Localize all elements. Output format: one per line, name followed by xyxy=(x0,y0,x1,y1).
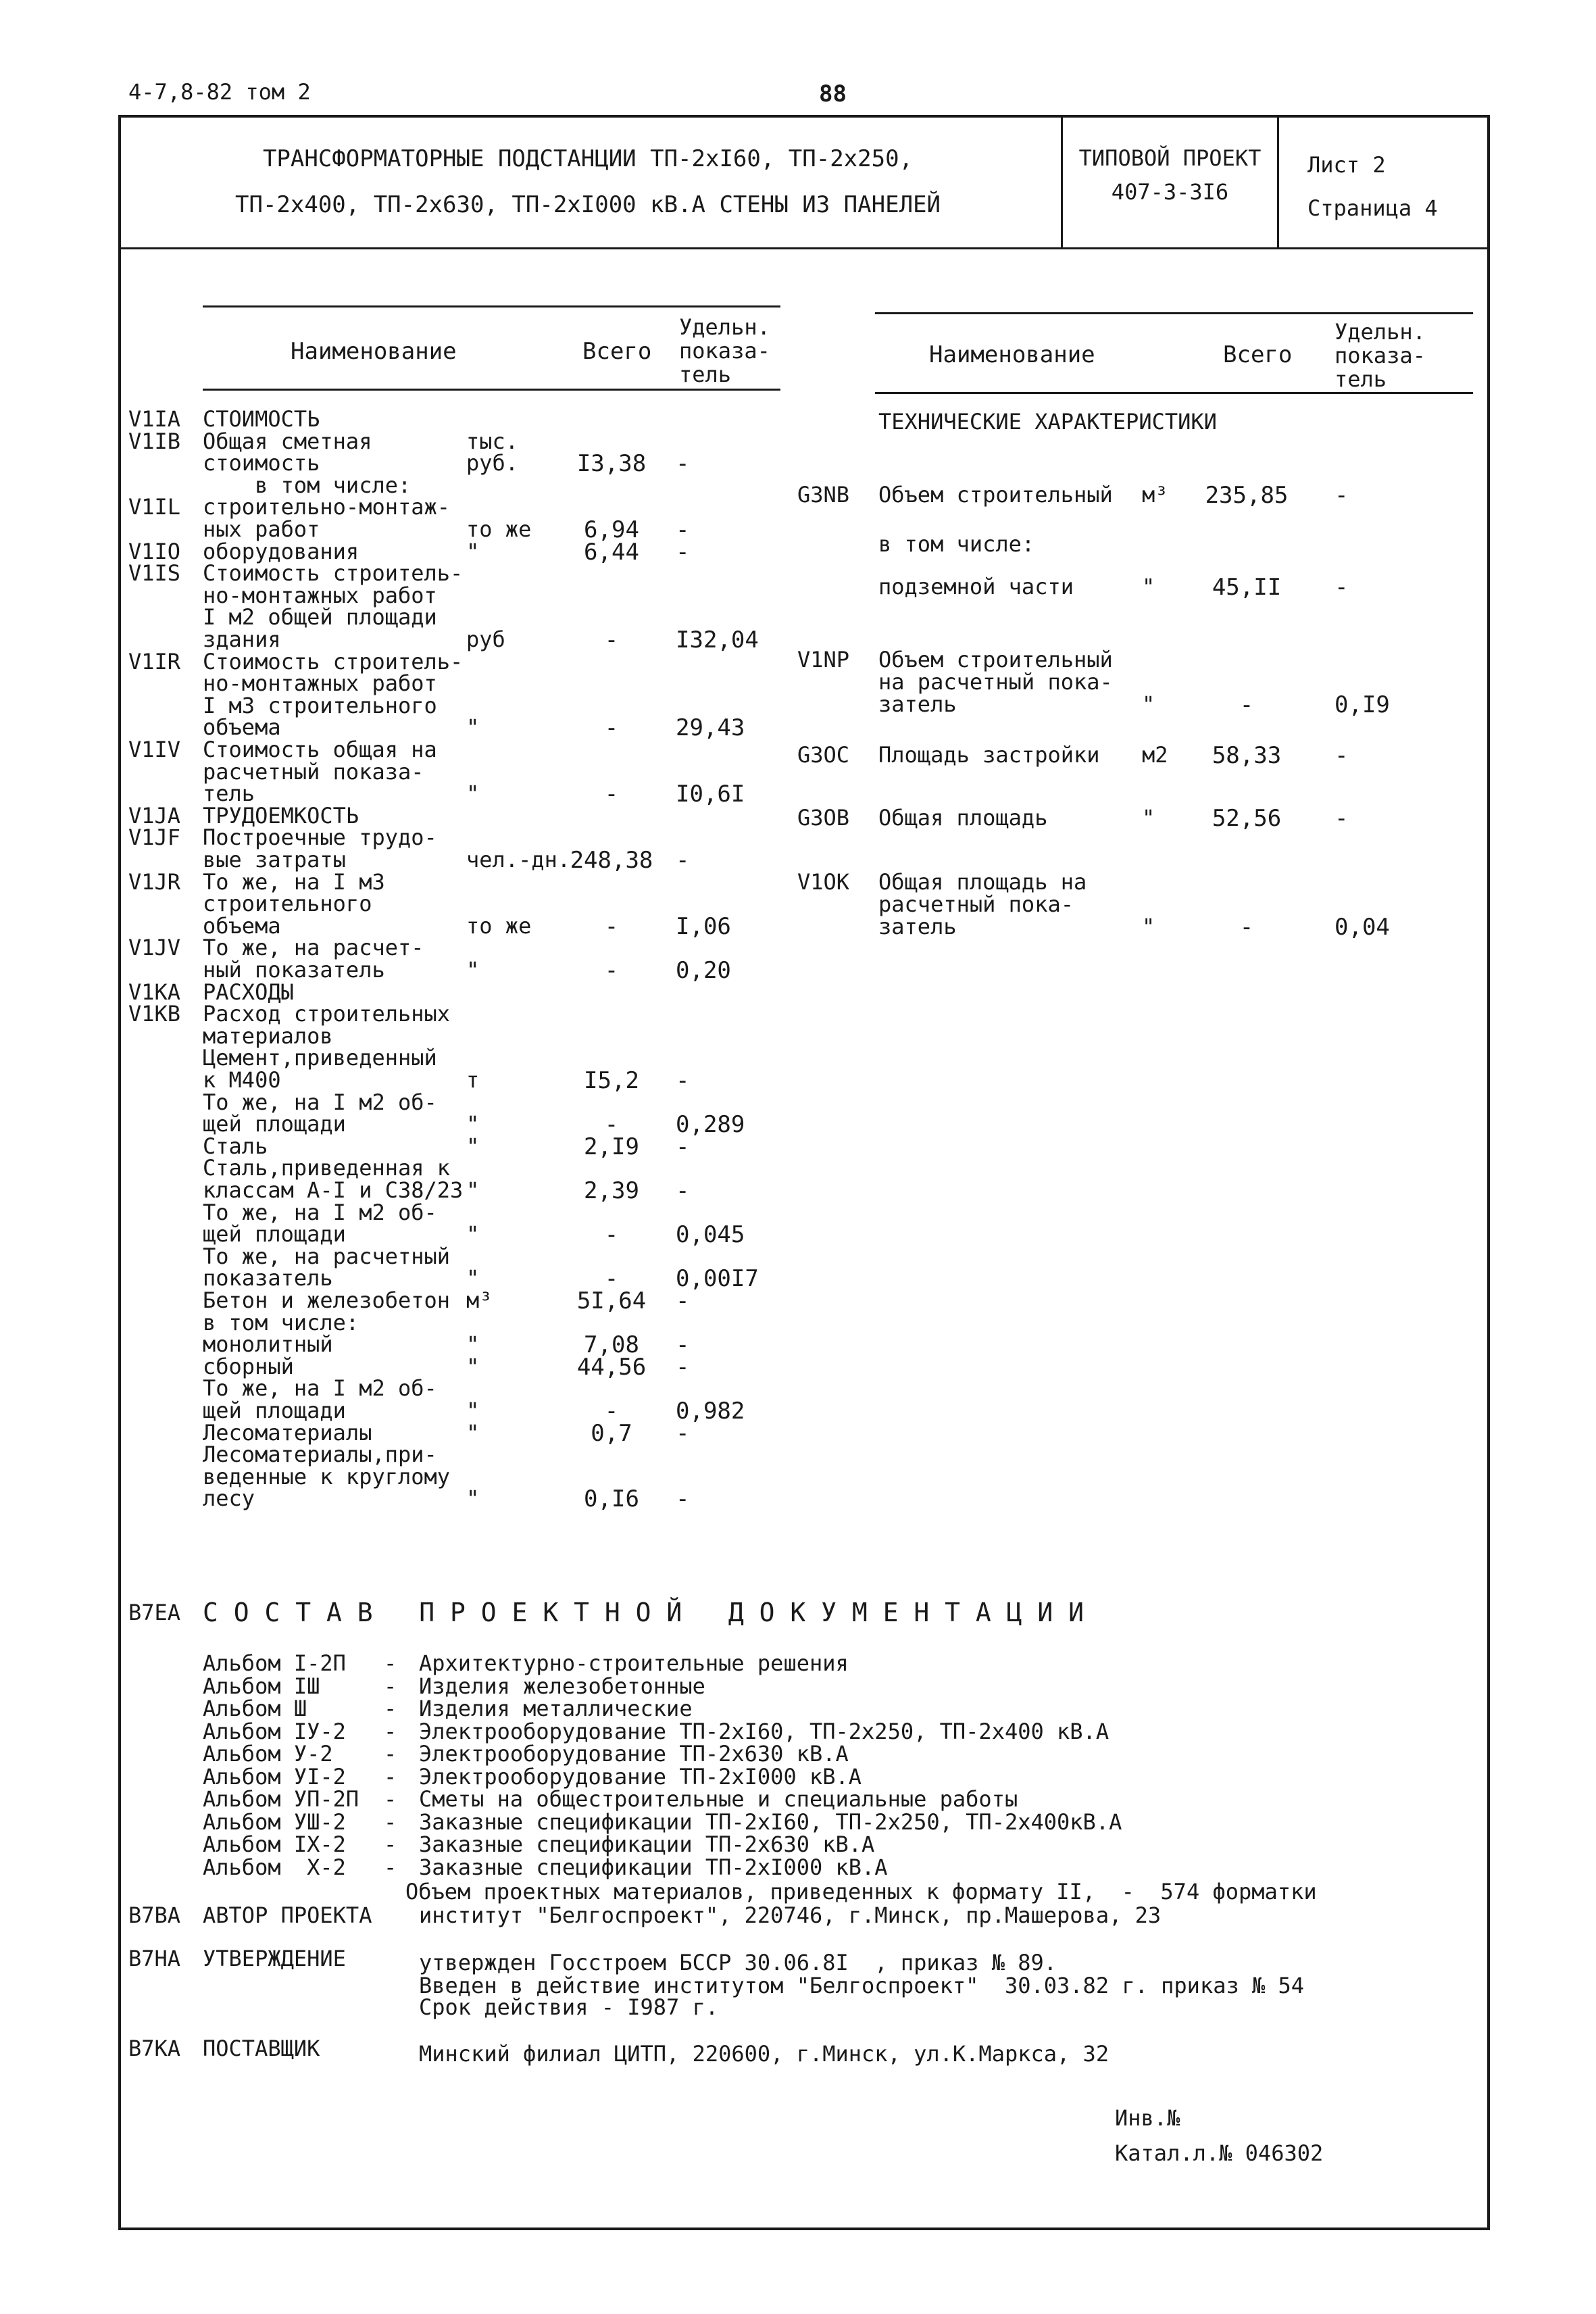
row-spec: 29,43 xyxy=(676,714,745,742)
row-name-line: То же, на I м2 об- xyxy=(203,1375,437,1402)
row-name-line: Стоимость строитель- xyxy=(203,560,464,587)
row-spec: 0,I9 xyxy=(1335,691,1390,718)
row-name-line: на расчетный пока- xyxy=(878,669,1113,695)
row-name-line: Площадь застройки xyxy=(878,742,1100,768)
row-spec: - xyxy=(1335,742,1349,769)
row-name-line: Стоимость строитель- xyxy=(203,648,464,674)
left-header-total: Всего xyxy=(582,338,652,365)
row-code: V1IL xyxy=(128,494,181,520)
row-unit: " xyxy=(466,1419,480,1446)
left-table-top-rule xyxy=(203,305,780,307)
left-header-spec1: Удельн. xyxy=(679,314,770,340)
row-code: V1KA xyxy=(128,979,181,1005)
row-name-line: Объем строительный xyxy=(878,647,1113,672)
row-name-line: расчетный пока- xyxy=(878,891,1074,917)
row-name-line: Расход строительных xyxy=(203,1001,451,1027)
row-spec: 0,045 xyxy=(676,1221,745,1249)
row-name-line: Сталь,приведенная к xyxy=(203,1155,451,1181)
row-unit: " xyxy=(466,1485,480,1512)
supplier-code: B7KA xyxy=(128,2036,181,2061)
row-total: 44,56 xyxy=(576,1353,647,1381)
right-header-total: Всего xyxy=(1223,341,1293,368)
album-dash: - xyxy=(384,1696,397,1721)
approval-label: УТВЕРЖДЕНИЕ xyxy=(203,1946,346,1971)
row-unit: м2 xyxy=(1142,742,1168,768)
right-table-header-rule xyxy=(875,392,1473,394)
row-name-line: объема xyxy=(203,714,281,741)
row-total: 2,I9 xyxy=(584,1133,639,1160)
stamp-bottom-line xyxy=(118,247,1490,249)
left-header-spec2: показа- xyxy=(679,338,770,364)
row-name-line: То же, на I м3 xyxy=(203,868,385,895)
row-name-line: ный показатель xyxy=(203,957,385,983)
row-name-line: Цемент,приведенный xyxy=(203,1045,437,1071)
row-name-line: классам А-I и С38/23 xyxy=(203,1177,464,1203)
row-name-line: стоимость xyxy=(203,450,320,476)
row-total: 45,II xyxy=(1212,574,1282,601)
album-dash: - xyxy=(384,1786,397,1812)
album-description: Заказные спецификации ТП-2хI000 кВ.А xyxy=(419,1854,888,1880)
album-dash: - xyxy=(384,1718,397,1744)
right-header-name: Наименование xyxy=(929,341,1095,368)
album-name: Альбом I-2П xyxy=(203,1650,346,1676)
row-name-line: затель xyxy=(878,914,957,939)
row-name-line: в том числе: xyxy=(878,531,1035,557)
album-name: Альбом УП-2П xyxy=(203,1786,359,1812)
row-unit: " xyxy=(466,1331,480,1358)
row-name-line: затель xyxy=(878,691,957,717)
row-unit: м³ xyxy=(466,1287,493,1313)
doc-section-code: B7EA xyxy=(128,1600,181,1625)
row-unit: т xyxy=(466,1067,480,1093)
row-total: - xyxy=(604,957,619,984)
row-unit: " xyxy=(466,1265,480,1291)
row-name-line: показатель xyxy=(203,1265,333,1291)
doc-section-heading: С О С Т А В П Р О Е К Т Н О Й Д О К У М Е Н Т А Ц И И xyxy=(203,1598,1084,1627)
approval-code: B7HA xyxy=(128,1946,181,1971)
album-description: Заказные спецификации ТП-2х630 кВ.А xyxy=(419,1831,875,1857)
row-unit: то же xyxy=(466,912,532,939)
row-name-line: То же, на расчетный xyxy=(203,1243,451,1269)
stamp-title-line2: ТП-2х400, ТП-2х630, ТП-2хI000 кВ.А СТЕНЫ ИЗ ПАНЕЛЕЙ xyxy=(235,191,941,218)
row-name-line: Общая площадь на xyxy=(878,869,1087,895)
row-spec: - xyxy=(676,1353,690,1381)
stamp-title-line1: ТРАНСФОРМАТОРНЫЕ ПОДСТАНЦИИ ТП-2хI60, ТП-2х250, xyxy=(262,145,914,172)
row-spec: 0,982 xyxy=(676,1398,745,1425)
stamp-divider-2 xyxy=(1277,115,1279,249)
row-name-line: Стоимость общая на xyxy=(203,737,437,762)
approval-line1: утвержден Госстроем БССР 30.06.8I , приказ № 89. xyxy=(419,1950,1057,1975)
row-name-line: в том числе: xyxy=(203,472,412,498)
left-header-name: Наименование xyxy=(291,338,457,365)
album-name: Альбом IХ-2 xyxy=(203,1831,346,1857)
row-name-line: оборудования xyxy=(203,538,359,564)
row-unit: " xyxy=(466,781,480,807)
row-unit: " xyxy=(466,1398,480,1423)
album-name: Альбом У-2 xyxy=(203,1741,333,1767)
album-name: Альбом Х-2 xyxy=(203,1854,346,1880)
row-code: V1IR xyxy=(128,648,181,674)
album-description: Изделия железобетонные xyxy=(419,1673,705,1699)
row-name-line: Построечные трудо- xyxy=(203,824,437,851)
row-code: G3OB xyxy=(797,805,850,831)
row-code: V1JF xyxy=(128,824,181,851)
row-total: - xyxy=(604,1111,619,1139)
row-spec: - xyxy=(676,1067,690,1094)
row-unit: " xyxy=(1142,691,1155,717)
row-total: 5I,64 xyxy=(576,1287,647,1314)
right-table-top-rule xyxy=(875,312,1473,314)
album-dash: - xyxy=(384,1650,397,1676)
row-total: 6,94 xyxy=(584,516,639,543)
row-total: - xyxy=(604,1265,619,1293)
row-name-line: I м2 общей площади xyxy=(203,604,437,631)
row-name-line: щей площади xyxy=(203,1111,346,1137)
row-spec: - xyxy=(676,516,690,543)
row-spec: - xyxy=(676,1133,690,1160)
right-header-spec2: показа- xyxy=(1335,343,1426,368)
row-spec: I,06 xyxy=(676,912,731,940)
row-name-line: вые затраты xyxy=(203,847,346,872)
row-code: G3NB xyxy=(797,482,850,508)
page-number: 88 xyxy=(819,80,847,107)
row-spec: I32,04 xyxy=(676,626,759,654)
album-description: Электрооборудование ТП-2хI000 кВ.А xyxy=(419,1763,862,1790)
row-code: V1KB xyxy=(128,1001,181,1027)
stamp-project-label: ТИПОВОЙ ПРОЕКТ xyxy=(1078,145,1262,171)
album-description: Сметы на общестроительные и специальные работы xyxy=(419,1786,1018,1812)
row-name-line: Лесоматериалы xyxy=(203,1419,372,1446)
row-code: G3OC xyxy=(797,742,850,768)
album-dash: - xyxy=(384,1741,397,1767)
supplier-label: ПОСТАВЩИК xyxy=(203,2036,320,2061)
row-total: 235,85 xyxy=(1205,482,1289,509)
album-description: Изделия металлические xyxy=(419,1696,693,1721)
row-spec: - xyxy=(676,1177,690,1204)
row-total: - xyxy=(604,626,619,654)
row-name-line: лесу xyxy=(203,1485,255,1512)
left-header-spec3: тель xyxy=(679,362,732,387)
row-unit: " xyxy=(466,538,480,564)
supplier-value: Минский филиал ЦИТП, 220600, г.Минск, ул.К.Маркса, 32 xyxy=(419,2041,1109,2067)
row-unit: " xyxy=(1142,805,1155,831)
row-unit: " xyxy=(466,1177,480,1203)
row-unit: " xyxy=(466,1111,480,1137)
left-table-header-rule xyxy=(203,389,780,391)
row-name-line: Объем строительный xyxy=(878,482,1113,508)
row-unit: " xyxy=(466,714,480,741)
approval-line3: Срок действия - I987 г. xyxy=(419,1994,719,2020)
row-spec: 0,04 xyxy=(1335,914,1390,941)
album-description: Архитектурно-строительные решения xyxy=(419,1650,849,1676)
row-total: 0,I6 xyxy=(584,1485,639,1513)
stamp-sheet: Лист 2 xyxy=(1307,152,1386,178)
album-description: Электрооборудование ТП-2хI60, ТП-2х250, ТП-2х400 кВ.А xyxy=(419,1718,1109,1744)
row-name-line: веденные к круглому xyxy=(203,1463,451,1490)
row-total: - xyxy=(604,1398,619,1425)
row-unit: руб. xyxy=(466,450,519,476)
row-name-line: I м3 строительного xyxy=(203,692,437,718)
stamp-project-number: 407-3-3I6 xyxy=(1111,179,1229,205)
album-description: Электрооборудование ТП-2х630 кВ.А xyxy=(419,1741,849,1767)
row-name-line: монолитный xyxy=(203,1331,333,1358)
row-code: V1IV xyxy=(128,737,181,762)
doc-reference: 4-7,8-82 том 2 xyxy=(128,79,311,105)
row-total: - xyxy=(604,912,619,940)
stamp-page-label: Страница 4 xyxy=(1307,195,1438,221)
row-code: V1NP xyxy=(797,647,850,672)
row-unit: м³ xyxy=(1142,482,1168,508)
row-total: 248,38 xyxy=(570,847,653,874)
album-dash: - xyxy=(384,1808,397,1835)
row-name-line: Общая площадь xyxy=(878,805,1048,831)
album-name: Альбом IШ xyxy=(203,1673,320,1699)
album-dash: - xyxy=(384,1673,397,1699)
row-name-line: в том числе: xyxy=(203,1309,359,1335)
row-name-line: РАСХОДЫ xyxy=(203,979,294,1005)
row-total: 58,33 xyxy=(1212,742,1282,769)
row-total: 0,7 xyxy=(591,1419,632,1447)
volume-note: Объем проектных материалов, приведенных к формату II, - 574 форматки xyxy=(405,1879,1317,1904)
row-unit: " xyxy=(1142,914,1155,939)
row-spec: - xyxy=(1335,482,1349,509)
row-code: V1OK xyxy=(797,869,850,895)
album-name: Альбом IУ-2 xyxy=(203,1718,346,1744)
row-total: - xyxy=(1239,691,1254,718)
row-unit: то же xyxy=(466,516,532,542)
row-name-line: тель xyxy=(203,781,255,807)
row-unit: " xyxy=(466,1221,480,1248)
row-spec: - xyxy=(676,1331,690,1359)
row-code: V1JR xyxy=(128,868,181,895)
inventory-number: Инв.№ xyxy=(1115,2105,1180,2131)
row-name-line: Сталь xyxy=(203,1133,268,1159)
row-code: V1JV xyxy=(128,935,181,961)
row-name-line: к М400 xyxy=(203,1067,281,1093)
row-name-line: расчетный показа- xyxy=(203,758,424,785)
row-total: 7,08 xyxy=(584,1331,639,1359)
row-total: 52,56 xyxy=(1212,805,1282,832)
row-spec: - xyxy=(676,1419,690,1447)
row-spec: - xyxy=(676,450,690,478)
album-name: Альбом УШ-2 xyxy=(203,1808,346,1835)
right-header-spec3: тель xyxy=(1335,366,1387,392)
album-name: Альбом УI-2 xyxy=(203,1763,346,1790)
album-name: Альбом Ш xyxy=(203,1696,307,1721)
row-spec: - xyxy=(676,847,690,874)
row-code: V1IA xyxy=(128,406,181,432)
row-unit: " xyxy=(1142,574,1155,599)
catalog-number: Катал.л.№ 046302 xyxy=(1115,2140,1324,2166)
author-label: АВТОР ПРОЕКТА xyxy=(203,1902,372,1928)
row-code: V1IO xyxy=(128,538,181,564)
row-name-line: объема xyxy=(203,912,281,939)
row-name-line: ТЕХНИЧЕСКИЕ ХАРАКТЕРИСТИКИ xyxy=(878,409,1217,435)
row-unit: " xyxy=(466,1353,480,1379)
row-total: - xyxy=(604,1221,619,1249)
row-total: 6,44 xyxy=(584,538,639,566)
row-name-line: но-монтажных работ xyxy=(203,670,437,697)
row-spec: - xyxy=(676,1287,690,1314)
row-unit: " xyxy=(466,1133,480,1159)
row-spec: 0,289 xyxy=(676,1111,745,1139)
album-dash: - xyxy=(384,1854,397,1880)
row-unit: руб xyxy=(466,626,505,652)
row-name-line: Общая сметная xyxy=(203,428,372,454)
album-dash: - xyxy=(384,1763,397,1790)
row-name-line: Бетон и железобетон xyxy=(203,1287,451,1313)
row-code: V1JA xyxy=(128,802,181,829)
row-name-line: материалов xyxy=(203,1023,333,1049)
row-name-line: строительного xyxy=(203,891,372,917)
album-dash: - xyxy=(384,1831,397,1857)
row-name-line: строительно-монтаж- xyxy=(203,494,451,520)
row-spec: 0,00I7 xyxy=(676,1265,759,1293)
row-name-line: СТОИМОСТЬ xyxy=(203,406,320,432)
row-spec: - xyxy=(1335,805,1349,832)
row-unit: чел.-дн. xyxy=(466,847,571,872)
row-name-line: То же, на расчет- xyxy=(203,935,424,961)
row-total: - xyxy=(1239,914,1254,941)
row-name-line: ных работ xyxy=(203,516,320,542)
row-unit: " xyxy=(466,957,480,983)
row-spec: - xyxy=(1335,574,1349,601)
row-name-line: щей площади xyxy=(203,1398,346,1423)
row-name-line: подземной части xyxy=(878,574,1074,599)
row-total: I3,38 xyxy=(576,450,647,478)
row-spec: - xyxy=(676,538,690,566)
row-name-line: То же, на I м2 об- xyxy=(203,1089,437,1115)
row-name-line: щей площади xyxy=(203,1221,346,1248)
row-total: - xyxy=(604,781,619,808)
row-total: I5,2 xyxy=(584,1067,639,1094)
approval-line2: Введен в действие институтом "Белгоспроект" 30.03.82 г. приказ № 54 xyxy=(419,1973,1305,1998)
row-unit: тыс. xyxy=(466,428,519,454)
row-code: V1IB xyxy=(128,428,181,454)
row-name-line: здания xyxy=(203,626,281,652)
author-value: институт "Белгоспроект", 220746, г.Минск, пр.Машерова, 23 xyxy=(419,1902,1162,1928)
row-spec: - xyxy=(676,1485,690,1513)
row-name-line: То же, на I м2 об- xyxy=(203,1199,437,1225)
row-name-line: Лесоматериалы,при- xyxy=(203,1442,437,1468)
row-spec: 0,20 xyxy=(676,957,731,984)
row-name-line: сборный xyxy=(203,1353,294,1379)
row-total: 2,39 xyxy=(584,1177,639,1204)
author-code: B7BA xyxy=(128,1902,181,1928)
album-description: Заказные спецификации ТП-2хI60, ТП-2х250, ТП-2х400кВ.А xyxy=(419,1808,1122,1835)
row-name-line: но-монтажных работ xyxy=(203,582,437,608)
row-code: V1IS xyxy=(128,560,181,587)
row-spec: I0,6I xyxy=(676,781,745,808)
row-name-line: ТРУДОЕМКОСТЬ xyxy=(203,802,359,829)
row-total: - xyxy=(604,714,619,742)
right-header-spec1: Удельн. xyxy=(1335,319,1426,345)
